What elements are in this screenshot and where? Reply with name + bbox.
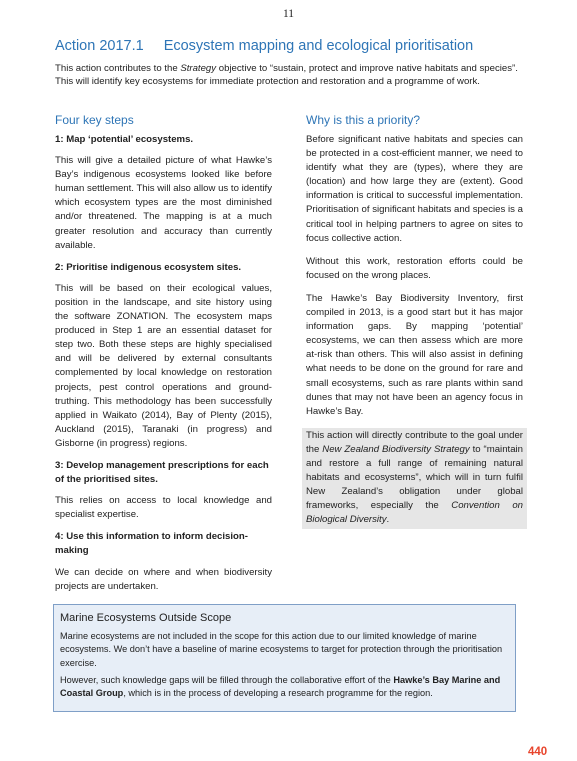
intro-text-2: objective to “sustain, protect and improve native habitats and species”. This will identify key ecosystems for immediate protection and restoration and a programme of work. — [55, 63, 518, 88]
intro-strategy-italic: Strategy — [180, 63, 217, 74]
document-page-number: 440 — [528, 746, 548, 758]
priority-para-1: Before significant native habitats and species can be protected in a cost-efficient manner, we need to identify what they are (types), where they are (location) and how large they are (extent). Good information is critical to successful implementation. Prioritisation of significant habitats and species is a critical tool in helping partners to agree on sites to focus collective action. — [306, 134, 523, 244]
priority-para-2: Without this work, restoration efforts could be focused on the wrong places. — [306, 255, 523, 281]
step2-text: This will be based on their ecological values, position in the landscape, and site history using the software ZONATION. The ecosystem maps produced in Step 1 are an essential dataset for step two. Both these steps are highly specialised and will be delivered by external consultants complemented by local knowledge on restoration projects, pest control operations and ground-truthing. This methodology has been successfully applied in Waikato (2014), Bay of Plenty (2015), Auckland (2015), Taranaki (in progress) and Gisborne (in progress) regions. — [55, 282, 272, 449]
nz-biodiversity-strategy-italic: New Zealand Biodiversity Strategy — [322, 443, 470, 455]
page-number: 11 — [282, 8, 295, 20]
shaded-text-b: to “maintain and restore a full range of remaining natural habitats and ecosystems”, which will in turn fulfil New Zealand’s obligation under global frameworks, especially the — [306, 443, 523, 512]
shaded-text-c: . — [386, 514, 390, 526]
priority-para-3: The Hawke’s Bay Biodiversity Inventory, first compiled in 2013, is a good start but it has major information gaps. By mapping ‘potential’ ecosystems, we can then assess which are more at-risk than others. This will also assist in defining what needs to be done on the ground for rare and small ecosystems, such as rare plants within sand dunes that may not have been an agency focus in Hawke’s Bay. — [306, 292, 523, 417]
step1-text: This will give a detailed picture of what Hawke’s Bay’s indigenous ecosystems looked like before human settlement. This will also allow us to identify which ecosystem types are the most diminished and/or threatened. The mapping is at a much greater resolution and accuracy than currently available. — [55, 155, 272, 251]
action-heading — [55, 38, 545, 54]
marine-group-bold: Hawke’s Bay Marine and Coastal Group — [60, 674, 501, 699]
shaded-text-a: This action will directly contribute to the goal under the — [306, 429, 523, 455]
box-para-1: Marine ecosystems are not included in the scope for this action due to our limited knowledge of marine ecosystems. We don’t have a baseline of marine ecosystems to target for protection through the prioritisation exercise. — [60, 631, 503, 668]
action-code: Action 2017.1 — [55, 38, 144, 54]
box-para-2 — [60, 674, 515, 701]
convention-italic: Convention on Biological Diversity — [306, 500, 524, 526]
box-para-2-text-b: , which is in the process of developing a research programme for the region. — [123, 688, 433, 699]
box-para-2-text-a: However, such knowledge gaps will be filled through the collaborative effort of the — [60, 674, 394, 685]
step1-heading: 1: Map ‘potential’ ecosystems. — [55, 134, 194, 145]
step4-text: We can decide on where and when biodiversity projects are undertaken. — [55, 566, 272, 592]
step2-heading: 2: Prioritise indigenous ecosystem sites. — [55, 261, 242, 273]
shaded-goal-paragraph — [302, 428, 527, 530]
intro-paragraph — [55, 62, 530, 88]
box-title: Marine Ecosystems Outside Scope — [60, 612, 232, 624]
left-column — [55, 112, 272, 602]
why-priority-title: Why is this a priority? — [306, 113, 421, 127]
step3-heading: 3: Develop management prescriptions for each of the prioritised sites. — [55, 459, 269, 486]
right-column — [306, 112, 523, 529]
step4-heading: 4: Use this information to inform decision-making — [55, 531, 248, 557]
intro-text-1: This action contributes to the — [55, 63, 181, 74]
four-key-steps-title: Four key steps — [55, 113, 134, 127]
action-title: Ecosystem mapping and ecological prioritisation — [163, 38, 474, 54]
step3-text: This relies on access to local knowledge and specialist expertise. — [55, 495, 272, 521]
marine-ecosystems-box — [53, 604, 516, 712]
